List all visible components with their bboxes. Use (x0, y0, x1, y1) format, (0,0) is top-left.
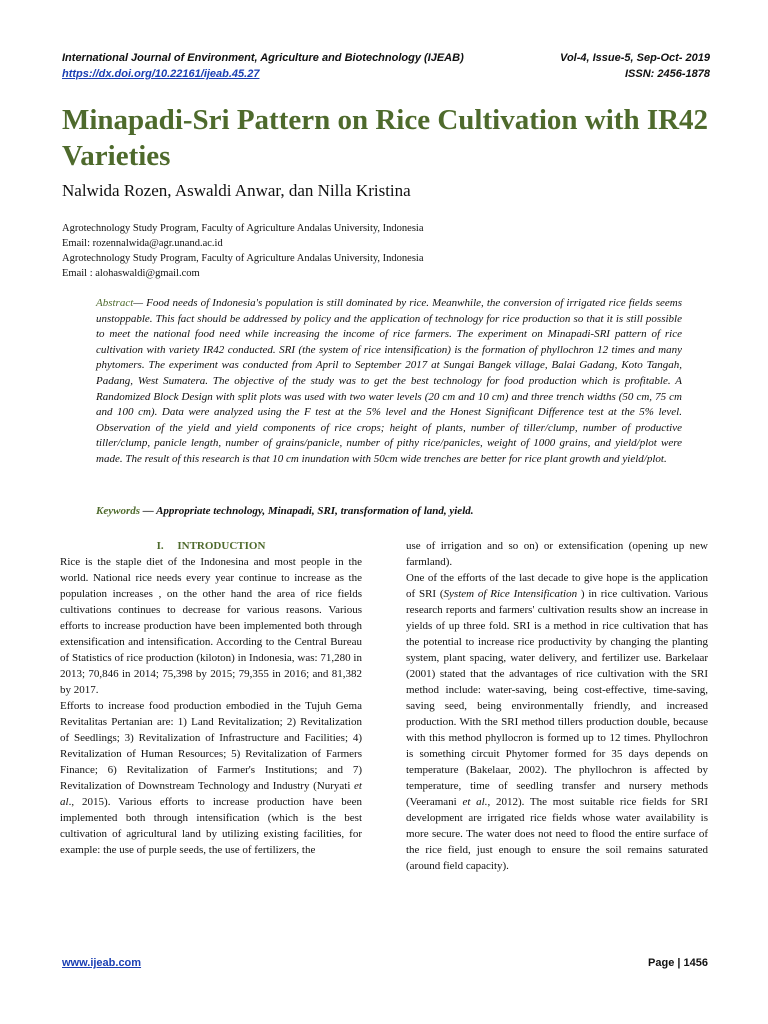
intro-paragraph-2 (60, 698, 362, 858)
keywords-text: — Appropriate technology, Minapadi, SRI, transformation of land, yield. (140, 505, 474, 517)
section-title: INTRODUCTION (177, 540, 266, 552)
right-column (406, 538, 708, 874)
authors: Nalwida Rozen, Aswaldi Anwar, dan Nilla Kristina (62, 181, 411, 200)
intro-p2-text-a: Efforts to increase food production embodied in the Tujuh Gema Revitalitas Pertanian are: 1) Land Revitalization; 2) Revitalization of Seedlings; 3) Revitalization of Infrastructure and Facilities; 4) Revitalization of Human Resources; 5) Revitalization of Farmers Finance; 6) Revitalization of Farmer's Institutions; and 7) Revitalization of Downstream Technology and Industry (Nuryati (60, 700, 362, 792)
keywords-label: Keywords (96, 505, 140, 517)
website-link[interactable]: www.ijeab.com (62, 957, 142, 969)
journal-volume: Vol-4, Issue-5, Sep-Oct- 2019 (560, 52, 710, 64)
intro-paragraph-3: use of irrigation and so on) or extensification (opening up new farmland). (406, 540, 708, 568)
section-number: I. (156, 540, 164, 552)
intro-p4-text-c: 2012). The most suitable rice fields for SRI development are irrigated rice fields whose water availability is more secure. The water does not need to flood the entire surface of the rice field, just enough to ensure the soil remains saturated (around field capacity). (406, 796, 708, 872)
abstract-label: Abstract (96, 297, 134, 309)
keywords (96, 505, 682, 517)
intro-paragraph-4 (406, 570, 708, 874)
left-column (60, 538, 362, 858)
abstract (96, 296, 682, 468)
intro-paragraph-1: Rice is the staple diet of the Indonesina and most people in the world. National rice needs every year continue to increase as the population increases , on the other hand the area of rice fields cultivations continues to decrease for various reasons. Various efforts to increase production have been implemented both through extensification and intensification. According to the Central Bureau of Statistics of rice production (kiloton) in Indonesia, was: 71,280 in 2013; 70,846 in 2014; 75,398 by 2015; 79,355 in 2016; and 81,382 by 2017. (60, 556, 362, 696)
intro-p4-etal: et al., (462, 796, 491, 808)
affiliation-2: Agrotechnology Study Program, Faculty of Agriculture Andalas University, Indonesia (62, 253, 424, 264)
abstract-dash: — (133, 297, 147, 309)
abstract-text: Food needs of Indonesia's population is still dominated by rice. Meanwhile, the conversion of irrigated rice fields seems unstoppable. This fact should be addressed by policy and the application of technology for rice production so that it is still possible to meet the national food need while increasing the income of rice farmers. The experiment on Minapadi-SRI pattern of rice cultivation with variety IR42 conducted. SRI (the system of rice intensification) is the formation of phyllochron 12 times and many phytomers. The experiment was conducted from April to September 2017 at Sungai Bangek village, Balai Gadang, Koto Tangah, Padang, West Sumatera. The objective of the study was to get the best technology for food production which is profitable. A Randomized Block Design with split plots was used with two water levels (20 cm and 10 cm) and three trench widths (50 cm, 75 cm and 100 cm). Data were analyzed using the F test at the 5% level and the Honest Significant Difference test at the 5% level. Observation of the yield and yield components of rice crops; height of plants, number of tiller/clump, number of productive tiller/clump, panicle length, number of grains/panicle, number of pithy rice/panicles, weight of 1000 grains, and yield/plot were made. The result of this research is that 10 cm inundation with 50cm wide trenches are better for rice plant growth and yield/plot. (96, 297, 683, 465)
journal-name: International Journal of Environment, Agriculture and Biotechnology (IJEAB) (62, 52, 464, 64)
email-1: Email: rozennalwida@agr.unand.ac.id (62, 238, 223, 249)
doi-link[interactable]: https://dx.doi.org/10.22161/ijeab.45.27 (62, 68, 260, 80)
intro-p4-text-b: ) in rice cultivation. Various research reports and farmers' cultivation results show an increase in yields of up three fold. SRI is a method in rice cultivation that has the potential to increase rice productivity by changing the planting system, plant spacing, water delivery, and fertilizer use. Barkelaar (2001) stated that the advantages of rice cultivation with the SRI method include: water-saving, being cost-effective, time-saving, saving seed, being environmentally friendly, and increased production. With the SRI method tillers production double, because with this method phyllocron is formed up to 12 times. Phyllochron is something circuit Phytomer formed for 35 days depends on temperature (Bakelaar, 2002). The phyllochron is affected by temperature, time of seedling transfer and nursery methods (Veeramani (406, 588, 709, 808)
page-number: Page | 1456 (648, 957, 708, 969)
intro-p2-text-b: ., 2015). Various efforts to increase production have been implemented both through intensification (which is the best cultivation of agricultural land by utilizing existing facilities, for example: the use of purple seeds, the use of fertilizers, the (60, 796, 362, 856)
intro-p4-text-a: One of the efforts of the last decade to give hope is the application of SRI ( (406, 572, 708, 600)
affiliation-1: Agrotechnology Study Program, Faculty of Agriculture Andalas University, Indonesia (62, 223, 424, 234)
paper-title: Minapadi-Sri Pattern on Rice Cultivation with IR42 Varieties (62, 104, 709, 172)
issn: ISSN: 2456-1878 (625, 68, 710, 80)
affiliations (62, 221, 424, 281)
email-2: Email : alohaswaldi@gmail.com (62, 268, 200, 279)
section-heading (60, 538, 362, 554)
intro-p4-sri: System of Rice Intensification (443, 588, 578, 600)
intro-p2-etal: et al (60, 780, 362, 808)
